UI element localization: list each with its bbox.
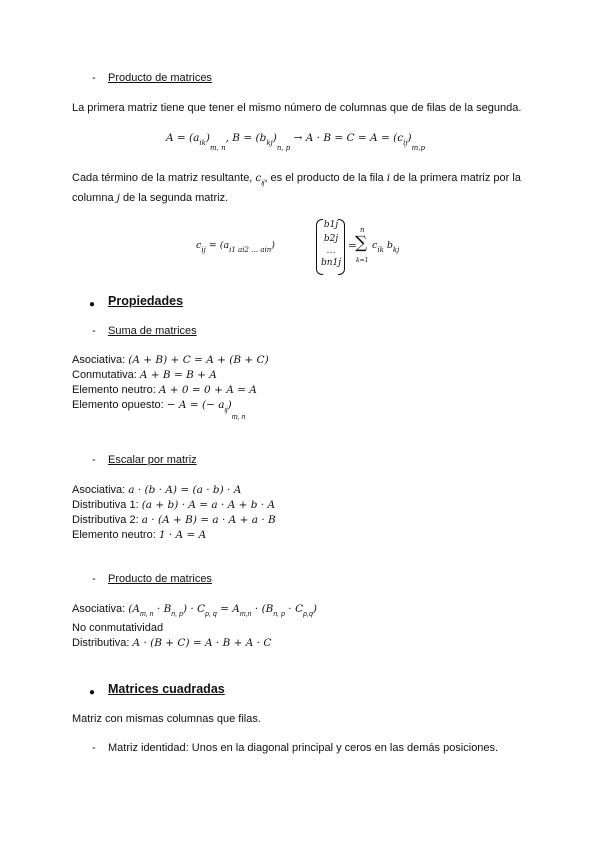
- dash: -: [92, 454, 96, 466]
- paragraph-cuadrada: Matriz con mismas columnas que filas.: [72, 713, 261, 725]
- sigma-top: n: [360, 226, 365, 234]
- dash: -: [92, 325, 96, 337]
- heading-matrices-cuadradas: Matrices cuadradas: [108, 682, 225, 696]
- line-neutro-escalar: Elemento neutro: 1 · A = A: [72, 529, 207, 541]
- line-neutro-suma: Elemento neutro: A + 0 = 0 + A = A: [72, 384, 257, 396]
- paragraph-condicion: La primera matriz tiene que tener el mismo número de columnas que de filas de la segunda.: [72, 102, 522, 114]
- line-opuesto-suma: Elemento opuesto: − A = (− $a_{ij})_{m, n}$: [72, 399, 246, 421]
- item-matriz-identidad: Matriz identidad: Unos en la diagonal principal y ceros en las demás posiciones.: [108, 742, 499, 754]
- vector-entry: b1j: [323, 220, 339, 230]
- vector-entry: …: [326, 246, 336, 256]
- vector-entry: b2j: [323, 234, 339, 244]
- right-paren: [338, 219, 345, 275]
- equals-sign: =: [348, 240, 357, 252]
- line-asociativa-escalar: Asociativa: a · (b · A) = (a · b) · A: [72, 484, 242, 496]
- dash: -: [92, 573, 96, 585]
- line-distributiva1: Distributiva 1: (a + b) · A = a · A + b · A: [72, 499, 276, 511]
- line-asociativa-suma: Asociativa: (A + B) + C = A + (B + C): [72, 354, 269, 366]
- line-asociativa-producto: Asociativa: $(A_{m, n} \cdot B_{n, p}) \cdot C_{p, q} = A_{m,n} \cdot (B_{n, p} \cdot C_{p,q})$: [72, 603, 317, 618]
- bullet-icon: ●: [89, 687, 96, 698]
- bullet-icon: ●: [89, 299, 96, 310]
- line-distributiva-producto: Distributiva: A · (B + C) = A · B + A · C: [72, 637, 272, 649]
- subheading-producto: Producto de matrices: [108, 573, 212, 585]
- paragraph-columna: columna j de la segunda matriz.: [72, 192, 229, 204]
- dash: -: [92, 742, 96, 754]
- subheading-escalar: Escalar por matriz: [108, 454, 197, 466]
- dash: -: [92, 72, 96, 84]
- subheading-suma: Suma de matrices: [108, 325, 197, 337]
- line-conmutativa-suma: Conmutativa: A + B = B + A: [72, 369, 217, 381]
- sigma-symbol: ∑: [355, 233, 368, 253]
- paragraph-termino: Cada término de la matriz resultante, $c_{ij}$, es el producto de la fila i de la primera matriz por la: [72, 172, 521, 187]
- sigma-bottom: k=1: [356, 257, 369, 264]
- formula-producto: $A = (a_{ik})_{m, n}$, $B = (b_{kj})_{n, p} \to A \cdot B = C = A = (c_{ij})_{m,p}$: [166, 132, 425, 152]
- line-no-conmutatividad: No conmutatividad: [72, 622, 164, 634]
- section-title-producto: Producto de matrices: [108, 72, 212, 84]
- vector-entry: bn1j: [320, 258, 342, 268]
- line-distributiva2: Distributiva 2: a · (A + B) = a · A + a · B: [72, 514, 276, 526]
- formula-termino: $c_{ij} = (a_{i1 ai2 \dots ain})$: [196, 240, 276, 254]
- heading-propiedades: Propiedades: [108, 294, 184, 308]
- sum-term: $c_{ik}$ $b_{kj}$: [372, 240, 400, 254]
